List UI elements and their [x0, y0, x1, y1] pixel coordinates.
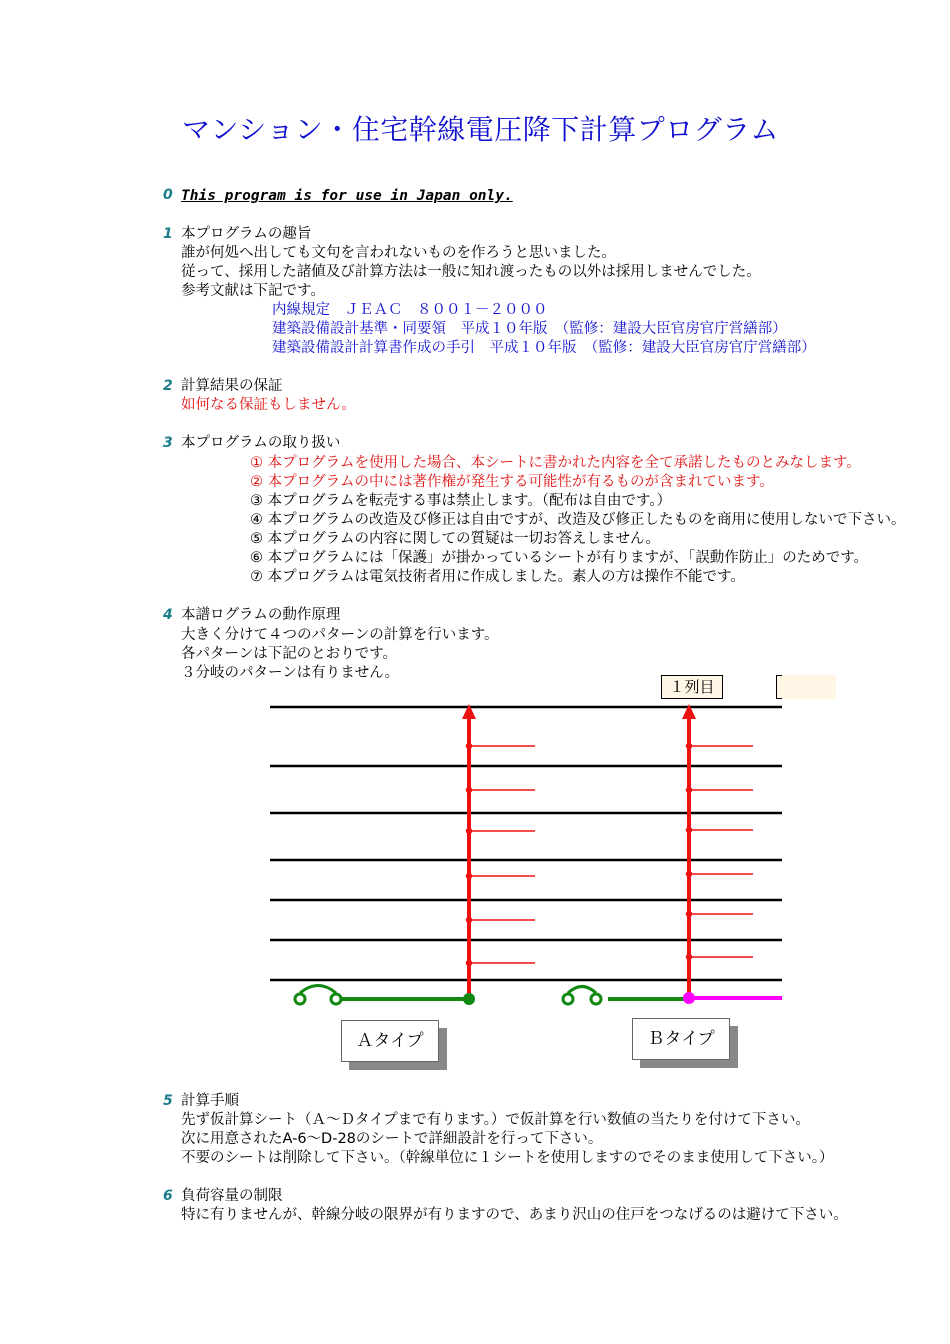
page-title: マンション・住宅幹線電圧降下計算プログラム — [182, 113, 779, 146]
reference-item: 建築設備設計基準・同要領 平成１０年版 （監修：建設大臣官房官庁営繕部） — [272, 321, 787, 337]
junction-dot — [463, 993, 475, 1005]
section-heading: 本プログラムの取り扱い — [181, 435, 341, 451]
section-heading: 計算結果の保証 — [181, 378, 283, 394]
text-line: ３分岐のパターンは有りません。 — [181, 665, 400, 681]
type-b-label: Ｂタイプ — [632, 1018, 730, 1060]
section-heading: 負荷容量の制限 — [181, 1188, 283, 1204]
text-line: 参考文献は下記です。 — [181, 283, 325, 299]
section-number: 3 — [163, 435, 173, 451]
rule-item: ⑥ 本プログラムには「保護」が掛かっているシートが有りますが、「誤動作防止」のためです。 — [250, 550, 869, 566]
section-number: 4 — [163, 607, 173, 623]
rule-item: ⑦ 本プログラムは電気技術者用に作成しました。素人の方は操作不能です。 — [250, 569, 745, 585]
text-line: 誰が何処へ出しても文句を言われないものを作ろうと思いました。 — [181, 245, 616, 261]
floor-lines — [270, 707, 782, 980]
rule-item: ④ 本プログラムの改造及び修正は自由ですが、改造及び修正したものを商用に使用しないで下さい。 — [250, 512, 906, 528]
section-number: 6 — [163, 1188, 173, 1204]
breaker-icon — [295, 986, 341, 1005]
section-number: 5 — [163, 1093, 173, 1109]
rule-item: ① 本プログラムを使用した場合、本シートに書かれた内容を全て承諾したものとみなします。 — [250, 455, 861, 471]
text-line: 先ず仮計算シート（Ａ～Ｄタイプまで有ります。）で仮計算を行い数値の当たりを付けて下さい。 — [181, 1112, 810, 1128]
rule-item: ③ 本プログラムを転売する事は禁止します。（配布は自由です。） — [250, 493, 672, 509]
text-line: 次に用意されたA-6～D-28のシートで詳細設計を行って下さい。 — [181, 1131, 603, 1147]
highlighted-cell — [782, 675, 836, 699]
column-label: １列目 — [661, 675, 723, 699]
section-number: 2 — [163, 378, 173, 394]
section-number: 0 — [163, 187, 173, 203]
riser-a — [295, 704, 535, 1005]
rule-item: ② 本プログラムの中には著作権が発生する可能性が有るものが含まれています。 — [250, 474, 774, 490]
type-a-label: Ａタイプ — [341, 1020, 439, 1062]
section-heading: 本プログラムの趣旨 — [181, 226, 312, 242]
reference-item: 建築設備設計計算書作成の手引 平成１０年版 （監修：建設大臣官房官庁営繕部） — [272, 340, 816, 356]
warning-text: 如何なる保証もしません。 — [181, 397, 356, 413]
text-line: 各パターンは下記のとおりです。 — [181, 646, 398, 662]
text-line: 従って、採用した諸値及び計算方法は一般に知れ渡ったもの以外は採用しませんでした。 — [181, 264, 761, 280]
riser-b — [563, 704, 782, 1004]
section-heading: 本譜ログラムの動作原理 — [181, 607, 341, 623]
section-number: 1 — [163, 226, 173, 242]
breaker-icon — [563, 987, 601, 1005]
junction-dot — [683, 992, 695, 1004]
japan-only-notice: This program is for use in Japan only. — [181, 188, 513, 204]
section-heading: 計算手順 — [181, 1093, 239, 1109]
rule-item: ⑤ 本プログラムの内容に関しての質疑は一切お答えしません。 — [250, 531, 660, 547]
text-line: 不要のシートは削除して下さい。（幹線単位に１シートを使用しますのでそのまま使用して下さい。） — [181, 1150, 834, 1166]
text-line: 大きく分けて４つのパターンの計算を行います。 — [181, 627, 499, 643]
reference-item: 内線規定 ＪＥＡＣ ８００１－２０００ — [272, 302, 548, 318]
text-line: 特に有りませんが、幹線分岐の限界が有りますので、あまり沢山の住戸をつなげるのは避けて下さい。 — [181, 1207, 848, 1223]
